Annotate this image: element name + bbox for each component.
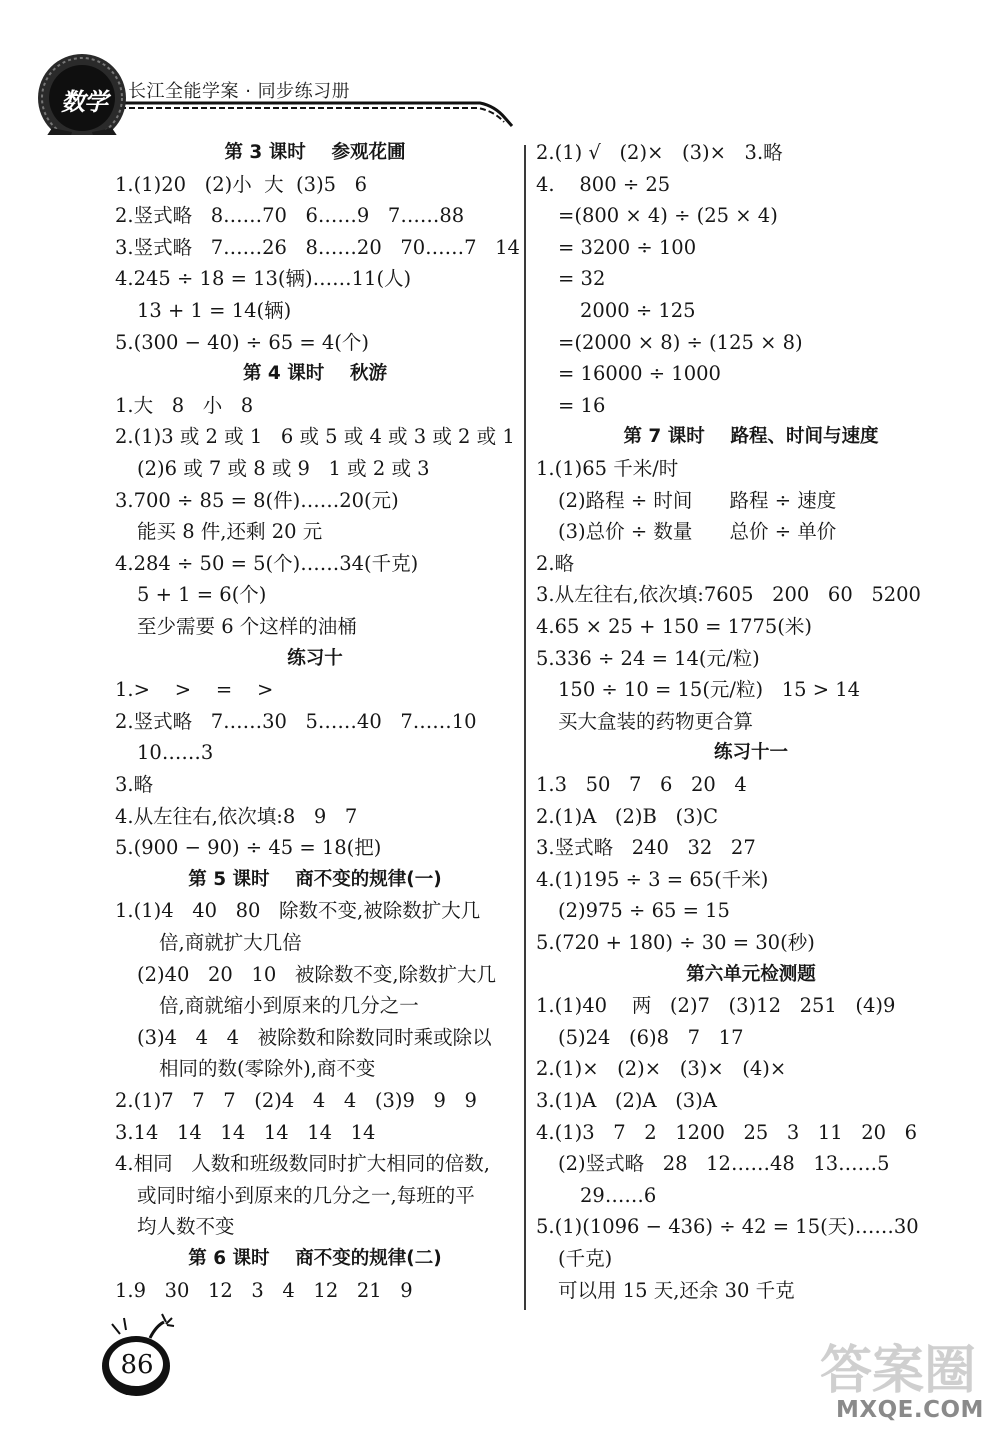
answer-line: = 16000 ÷ 1000 — [558, 362, 721, 386]
header-banner — [0, 0, 1000, 135]
answer-line: = 32 — [558, 267, 606, 291]
answer-line: (千克) — [558, 1247, 613, 1270]
answer-line: 5.(900 − 90) ÷ 45 = 18(把) — [115, 836, 382, 860]
answer-line: 5.(1)(1096 − 436) ÷ 42 = 15(天)……30 — [536, 1215, 919, 1239]
watermark-site: MXQE.COM — [836, 1397, 984, 1423]
answer-line: 能买 8 件,还剩 20 元 — [137, 520, 323, 544]
answer-line: 2.(1)A (2)B (3)C — [536, 804, 718, 828]
answer-line: 3.14 14 14 14 14 14 — [115, 1120, 376, 1144]
answer-line: = 3200 ÷ 100 — [558, 235, 697, 259]
answer-line: 倍,商就缩小到原来的几分之一 — [159, 994, 419, 1018]
answer-line: 可以用 15 天,还余 30 千克 — [558, 1278, 795, 1302]
answer-line: 5.(720 + 180) ÷ 30 = 30(秒) — [536, 931, 815, 954]
answer-line: =(2000 × 8) ÷ (125 × 8) — [558, 330, 803, 354]
section-heading: 练习十 — [287, 647, 343, 669]
section-heading: 练习十一 — [713, 742, 788, 764]
answer-line: 均人数不变 — [137, 1215, 235, 1239]
answer-line: (5)24 (6)8 7 17 — [558, 1025, 744, 1049]
answer-line: 2.竖式略 8……70 6……9 7……88 — [115, 204, 465, 228]
answer-line: =(800 × 4) ÷ (25 × 4) — [558, 204, 778, 228]
answer-line: 13 + 1 = 14(辆) — [137, 299, 292, 322]
answer-line: 5.336 ÷ 24 = 14(元/粒) — [536, 646, 760, 670]
answer-line: (2)6 或 7 或 8 或 9 1 或 2 或 3 — [137, 457, 430, 480]
answer-line: 2.(1)3 或 2 或 1 6 或 5 或 4 或 3 或 2 或 1 — [115, 425, 515, 449]
answer-line: 5 + 1 = 6(个) — [137, 583, 267, 607]
section-heading: 第六单元检测题 — [686, 963, 816, 985]
answer-line: 相同的数(零除外),商不变 — [159, 1057, 376, 1081]
answer-line: 买大盒装的药物更合算 — [558, 709, 754, 733]
answer-line: 3.(1)A (2)A (3)A — [536, 1089, 717, 1112]
answer-line: 4.相同 人数和班级数同时扩大相同的倍数, — [115, 1152, 490, 1176]
answer-line: 2000 ÷ 125 — [580, 299, 696, 322]
section-heading: 第 3 课时 参观花圃 — [224, 142, 406, 163]
svg-text:答案圈: 答案圈 — [820, 1341, 977, 1401]
section-heading: 第 7 课时 路程、时间与速度 — [623, 426, 879, 448]
answer-line: 2.略 — [536, 551, 575, 575]
answer-line: 1.(1)65 千米/时 — [536, 457, 679, 480]
answer-line: 3.竖式略 240 32 27 — [536, 836, 756, 860]
answer-line: 4.245 ÷ 18 = 13(辆)……11(人) — [115, 267, 412, 291]
answer-line: 1.9 30 12 3 4 12 21 9 — [115, 1278, 413, 1302]
answer-line: 4.(1)3 7 2 1200 25 3 11 20 6 — [536, 1120, 918, 1144]
page-header — [0, 0, 1000, 135]
answer-line: 2.(1)7 7 7 (2)4 4 4 (3)9 9 9 — [115, 1089, 477, 1112]
section-heading: 第 6 课时 商不变的规律(二) — [188, 1248, 442, 1269]
answer-line: (3)4 4 4 被除数和除数同时乘或除以 — [137, 1025, 492, 1049]
section-heading: 第 4 课时 秋游 — [242, 363, 388, 385]
subject-emblem: 数学 — [61, 88, 107, 116]
answer-line: 3.竖式略 7……26 8……20 70……7 14 — [115, 235, 520, 259]
answer-line: 或同时缩小到原来的几分之一,每班的平 — [137, 1183, 475, 1207]
answer-line: 150 ÷ 10 = 15(元/粒) 15 > 14 — [558, 678, 861, 702]
answer-line: (2)975 ÷ 65 = 15 — [558, 899, 730, 923]
answer-line: (3)总价 ÷ 数量 总价 ÷ 单价 — [558, 520, 837, 544]
answer-line: = 16 — [558, 393, 606, 417]
answer-line: 4.284 ÷ 50 = 5(个)……34(千克) — [115, 551, 419, 575]
answer-line: 4. 800 ÷ 25 — [536, 172, 671, 196]
answer-line: 1.(1)40 两 (2)7 (3)12 251 (4)9 — [536, 994, 896, 1018]
page-number: 86 — [120, 1350, 154, 1380]
section-heading: 第 5 课时 商不变的规律(一) — [188, 868, 442, 890]
answer-line: 3.700 ÷ 85 = 8(件)……20(元) — [115, 488, 399, 512]
answer-line: 4.65 × 25 + 150 = 1775(米) — [536, 615, 812, 638]
answer-line: (2)竖式略 28 12……48 13……5 — [558, 1152, 890, 1176]
answer-line: 2.竖式略 7……30 5……40 7……10 — [115, 709, 477, 733]
answer-line: 4.从左往右,依次填:8 9 7 — [115, 804, 358, 828]
answer-line: 5.(300 − 40) ÷ 65 = 4(个) — [115, 330, 369, 354]
answer-line: 29……6 — [580, 1183, 657, 1207]
answer-line: 1.大 8 小 8 — [115, 393, 254, 417]
answer-line: 2.(1)× (2)× (3)× (4)× — [536, 1057, 787, 1081]
answer-line: 3.从左往右,依次填:7605 200 60 5200 — [536, 583, 921, 607]
answer-line: 2.(1) √ (2)× (3)× 3.略 — [536, 141, 783, 164]
answer-line: 3.略 — [115, 773, 154, 796]
answer-line: 4.(1)195 ÷ 3 = 65(千米) — [536, 867, 769, 891]
answer-line: 1.(1)20 (2)小 大 (3)5 6 — [115, 172, 368, 196]
answer-line: (2)路程 ÷ 时间 路程 ÷ 速度 — [558, 488, 837, 512]
answer-line: 至少需要 6 个这样的油桶 — [137, 615, 357, 638]
answer-line: 1.> > = > — [115, 678, 274, 702]
series-title: 长江全能学案 · 同步练习册 — [128, 81, 351, 102]
column-divider — [524, 145, 526, 1310]
answer-line: 1.(1)4 40 80 除数不变,被除数扩大几 — [115, 899, 481, 923]
answer-line: (2)40 20 10 被除数不变,除数扩大几 — [137, 962, 497, 986]
answer-line: 倍,商就扩大几倍 — [159, 931, 302, 954]
answer-line: 1.3 50 7 6 20 4 — [536, 773, 747, 796]
answer-line: 10……3 — [137, 741, 214, 765]
